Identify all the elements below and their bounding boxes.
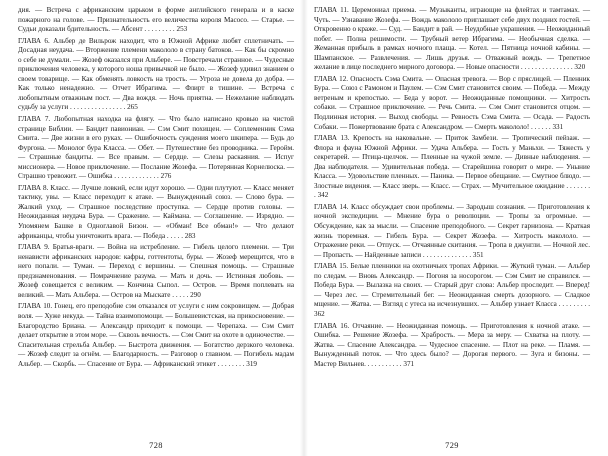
right-page [314, 6, 590, 454]
toc-entry: дия. — Встреча с африканским царьком в форме английского генерала и в каске пожарного на голове. — Признательность его величества короля Macoco. — Старье. — Судьи доказали бдительность. — Абсент . . . . . . . . . 253 [18, 6, 294, 34]
toc-entry: ГЛАВА 13. Крепость на наковальне. — Приток Замбези. — Тропический пейзаж. — Флора и фауна Южной Африки. — Удача Альбера. — Гость у Маньхи. — Тяжесть у секретарей. — Птица-щелчок. — Пленные на чужой земле. — Дивные наблюдения. — Два наблюдателя. — Удивительная победа. — Старейшина говорит о мире. — Уныние Класса. — Удовольствие пленных. — Паника. — Первое обещание. — Смутное блюдо. — Злостные видения. — Класс зверь. — Класс. — Страх. — Мучительное ожидание . . . . . . . . 342 [314, 134, 590, 200]
toc-entry: ГЛАВА 8. Класс. — Лучше ловкий, если идут хорошо. — Одни плутуют. — Класс меняет тактику, увы. — Класс переходит к атаке. — Вынужденный союз. — Слово бура. — Жалкий уход. — Страшное последствие проступка. — Сердце против головы. — Неожиданная неудача Бура. — Сражение. — Каймана. — Соглашение. — Изрядно. — Упомянем Башке в Одноглавой Бизон. — «Обман! Все обман!» — Что делают африканцы, чтобы уничтожить врага. — Победа . . . . . 283 [18, 183, 294, 240]
toc-entry: ГЛАВА 16. Отчаяние. — Неожиданная помощь. — Приготовления к ночной атаке. — Ошибка. — Решение Жозефа. — Храбрость. — Мера за меру. — Схватка на плоту. — Жатва. — Спасение Александра. — Чудесное спасение. — Плот на реке. — Пламя. — Вынужденный поток. — Что здесь было? — Дорогая первого. — Зуга и бизоны. — Мастер Вильнев. . . . . . . . . . . 371 [314, 321, 590, 368]
left-page [18, 6, 294, 454]
page-number-right: 729 [445, 441, 459, 450]
table-of-contents-left [18, 6, 294, 369]
book-gutter [300, 0, 308, 456]
toc-entry: ГЛАВА 11. Церемониал приема. — Музыканты, играющие на флейтах и тамтамах. — Чуть. — Узнавание Жозефа. — Вождь макололо приглашает себе двух поздних гостей. — Откровенно о краже. — Суд. — Бандит в рай. — Неудобные украшения. — Неожиданный побег. — Полна решимости. — Трубный ветер Ибрагима. — Необычная сделка. — Жеманная прибыль в рамках ночного плаща. — Котел. — Пятница ночной кабины. — Шампанское. — Развлечения. — Лишь друзья. — Отважный вождь. — Трепетное желание в лице последнего мирного договора. — Новые опасности . . . . . . . . . . . . . . . 320 [314, 6, 590, 72]
page-number-left: 728 [149, 441, 163, 450]
toc-entry: ГЛАВА 10. Гонец, его преподобие сэм отказался от услуги с ним сокровищем. — Добрая воля. — Хуже некуда. — Тайна взаимопомощи. — Большевистская, на прикосновение. — Благородство Бриана. — Александр приходит к помощи. — Черепаха. — Сэм Смит делает открытие в этом море. — Сквозь вечность. — Сэм Смит на охоте в одиночестве. — Спасительная стрельба Альбер. — Быстрота движения. — Богатство дерзкого человека. — Жозеф следит за огнём. — Благодарность. — Разговор о главном. — Погибель мадам Альбер. — Скорбь. — Спасение от Бура. — Африканский этикет . . . . . . . . 319 [18, 302, 294, 368]
toc-entry: ГЛАВА 7. Любопытная находка на флягу. — Что было написано кровью на чистой странице Библии. — Бандит павиониан. — Сэм Смит похищен. — Соплеменник Сэма Смита. — Две жизни в его руках. — Ошибочность суждения моего шкипера. — Будь до Фургона. — Монолог бура Класса. — Обет. — Путешествие без проводника. — Геройм. — Страшные бандиты. — Все правым. — Сердце. — Слезы раскаяния. — Испуг миссионера. — Новое приключение. — Послание Жозефа. — Потерянная Корнелюска. — Страшно тревожит. — Ошибка . . . . . . . . . . . . . 276 [18, 115, 294, 181]
toc-entry: ГЛАВА 9. Братья-враги. — Война на истребление. — Гибель целого племени. — Три ненависти африканских народов: кафры, готтентоты, буры. — Жозеф мерещится, что в него попали. — Туман. — Переход с вершины. — Спешная помощь. — Страшные предзнаменования. — Помрачнение разума. — Мать и дочь. — Истинная любовь. — Жозеф совещается с великим. — Кончина Сыпол. — Остров. — Время поплевать на великий. — Мать Альбера. — Остров на Мыскате . . . . . 290 [18, 243, 294, 299]
toc-entry: ГЛАВА 6. Альбер де Вильрож находит, что в Южной Африке любят сплетничать. — Досадная неудача. — Вторжение племени макололо в страну батоков. — Как бы скромно о себе не думали. — Жозеф оказался при Альбере. — Повстречали странное. — Чудесные приключения человека, у которого ноша привычкой не было. — Жозеф удивил знанием о своем товарище. — Как обменять ловкость на трость. — Угроза не довела до добра. — Как только ненадежно. — Отчет Ибрагима. — Флирт в тишине. — Встреча с любопытным отважным пост. — Два вождя. — Ночь приятна. — Нежелание наблюдать судьбу за услуги . . . . . . . . . . . . . . . . 265 [18, 36, 294, 112]
toc-entry: ГЛАВА 15. Белые пленники на охотничьих тропах Африки. — Жуткий туман. — Альбер по следам. — Вновь Александр. — Погоня за носорогом. — Сэм Смит не справился. — Победа Бура. — Вылазка на своих. — Старый друг слова: Альбер проследит. — Вперед! — Через лес. — Стремительный бег. — Неожиданная смерть дозорного. — Сладкое мщение. — Жатва. — Взгляд с утеса на исчезнувших. — Альбер узнает Класса . . . . . . . . . 362 [314, 262, 590, 318]
toc-entry: ГЛАВА 12. Опасность Сэма Смита. — Опасная тревога. — Вор с пряслицей. — Пленник Бура. — Союз с Рамоном и Паулем. — Сэм Смит становится своим. — Победа. — Между ветреным и крепостью. — Беда у ворот. — Неожиданные помощники. — Хитрость собаки. — Страшное приключение. — Речь Смита. — Сэм Смит становится отцом. — Подлинная история. — Выход свободы. — Ревность Сэма Смита. — Осада. — Радость Собаки. — Пожертвование брата с Александром. — Смерть макололо! . . . . . . 331 [314, 74, 590, 131]
table-of-contents-right [314, 6, 590, 369]
toc-entry: ГЛАВА 14. Класс обсуждает свои проблемы. — Зародыш сознания. — Приготовления к ночной экспедиции. — Мнение бура о революции. — Тропы за огромные. — Обсуждение, как за мысли. — Спасение преподобного. — Секрет гарнизона. — Краткая жизнь тюремная. — Гибель Бура. — Секрет Жозефа. — Хитрость макололо. — Отражение реки. — Отпуск. — Отчаянные скитания. — Тропа в джунгли. — Ночной лес. — Пропасть. — Найденные записи . . . . . . . . . . . . . . 351 [314, 202, 590, 259]
